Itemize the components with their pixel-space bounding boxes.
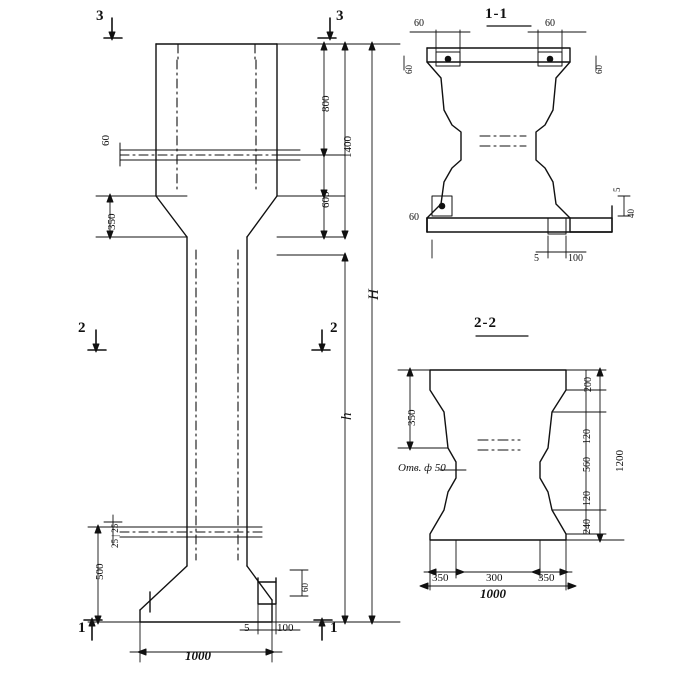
section-2-2-title: 2-2 [474,315,497,331]
dim-2-2-right-560: 560 [582,457,593,472]
dim-2-2-bottom-350-right: 350 [538,572,555,584]
dim-1-1-right-40: 40 [626,209,636,218]
dim-2-2-right-1200: 1200 [614,450,626,472]
section-1-1-title: 1-1 [485,6,508,22]
dim-2-2-bottom-350-left: 350 [432,572,449,584]
note-hole-50: Отв. ф 50 [398,462,446,474]
dim-1-1-top-right-60: 60 [545,18,555,29]
dim-1-1-top-left-60-v: 60 [404,65,414,74]
dim-total-1400: 1400 [342,136,354,158]
dim-1-1-bottom-left-60: 60 [409,212,419,223]
dim-plate-5: 5 [244,622,250,634]
dim-1-1-bottom-5: 5 [534,253,539,264]
dim-1-1-bottom-100: 100 [568,253,583,264]
dim-2-2-left-350: 350 [406,409,418,426]
dim-2-2-right-120-top: 120 [582,429,593,444]
dim-2-2-bottom-1000: 1000 [480,586,506,601]
dim-2-2-right-240: 240 [582,519,593,534]
dim-1-1-right-5: 5 [612,187,622,192]
dim-plate-100: 100 [277,622,294,634]
dim-left-60: 60 [100,135,112,146]
dim-top-head-800: 800 [320,95,332,112]
dim-height-h: h [339,412,355,420]
dim-bottom-25-25: 25 | 25 [110,523,120,548]
dim-bottom-500: 500 [94,563,106,580]
dim-plate-60-right: 60 [300,583,310,592]
dim-1-1-top-left-60: 60 [414,18,424,29]
section-mark-3-left: 3 [96,8,104,24]
section-mark-3-right: 3 [336,8,344,24]
section-mark-1-right: 1 [330,620,338,636]
dim-2-2-right-120-bottom: 120 [582,491,593,506]
dim-taper-600: 600 [320,191,332,208]
section-mark-2-left: 2 [78,320,86,336]
dim-height-H: H [366,289,382,300]
dim-flare-350: 350 [106,213,118,230]
section-mark-1-left: 1 [78,620,86,636]
dim-2-2-bottom-300: 300 [486,572,503,584]
dim-2-2-right-200: 200 [583,377,594,392]
dim-1-1-top-right-60-v: 60 [594,65,604,74]
section-mark-2-right: 2 [330,320,338,336]
dim-bottom-width-1000: 1000 [185,648,211,663]
